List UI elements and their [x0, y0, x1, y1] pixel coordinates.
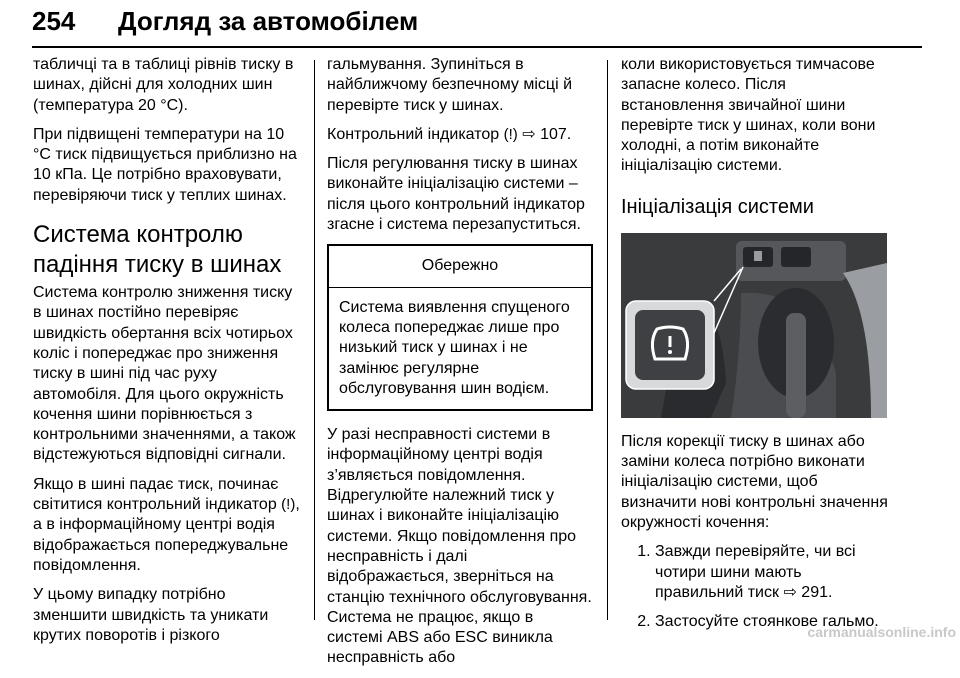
init-steps [621, 542, 889, 632]
page-number: 254 [32, 6, 76, 36]
section-heading: Система контролю падіння тиску в шинах [33, 221, 282, 279]
paragraph: табличці та в таблиці рівнів тиску в шинах, дійсні для холодних шин (температура 20 °C). [33, 56, 294, 114]
tpms-warning-icon: (!) [503, 125, 518, 143]
column-2 [327, 55, 593, 678]
page-title: Догляд за автомобілем [118, 6, 419, 36]
page-ref-icon: ⇨ [783, 583, 797, 601]
paragraph: гальмування. Зупиніться в найближчому безпечному місці й перевірте тиск у шинах. [327, 56, 573, 114]
paragraph: При підвищені температури на 10 °C тиск підвищується приблизно на 10 кПа. Це потрібно враховувати, перевіряючи тиск у теплих шинах. [33, 125, 297, 204]
paragraph: коли використовується тимчасове запасне колесо. Після встановлення звичайної шини перевірте тиск у шинах, коли вони холодні, а потім виконайте ініціалізацію системи. [621, 56, 876, 175]
column-1 [33, 55, 303, 655]
paragraph: Система контролю зниження тиску в шинах постійно перевіряє швидкість обертання всіх чотирьох коліс і попереджає про зниження тиску в шині під час руху автомобіля. Для цього окружність кочення шини порівнюється з контрольними значеннями, а також відстежуються відповідні сигнали. [33, 284, 296, 464]
caution-box [327, 244, 593, 411]
paragraph: У разі несправності системи в інформаційному центрі водія з’являється повідомлення. Відрегулюйте належний тиск у шинах і виконайте ініціалізацію системи. Якщо повідомлення про несправність і далі відображається, зверніться на станцію технічного обслуговування. Система не працює, якщо в системі ABS або ESC виникла несправність або [327, 426, 592, 667]
paragraph: Після регулювання тиску в шинах виконайте ініціалізацію системи – після цього контрольний індикатор згасне і система перезапуститься. [327, 155, 585, 234]
list-item: 1. Завжди перевіряйте, чи всі чотири шини мають правильний тиск ⇨ 291. [655, 542, 889, 603]
column-3 [621, 55, 889, 641]
paragraph: Після корекції тиску в шинах або заміни колеса потрібно виконати ініціалізацію системи, щоб визначити нові контрольні значення окружності кочення: [621, 432, 888, 531]
paragraph: У цьому випадку потрібно зменшити швидкість та уникати крутих поворотів і різкого [33, 586, 269, 644]
list-item: 2. Застосуйте стоянкове гальмо. [655, 612, 889, 632]
column-divider [607, 60, 608, 620]
caution-text: Система виявлення спущеного колеса попереджає лише про низький тиск у шинах і не замінює регулярне обслуговування шин водієм. [339, 298, 570, 397]
section-heading: Ініціалізація системи [621, 195, 814, 218]
page-ref-icon: ⇨ [522, 125, 536, 143]
paragraph: Контрольний індикатор (!) ⇨ 107. [327, 125, 572, 143]
console-illustration [621, 233, 887, 418]
watermark: carmanualsonline.info [807, 624, 956, 640]
tpms-warning-icon: (!) [281, 496, 296, 514]
header-rule [32, 46, 922, 48]
caution-title: Обережно [329, 246, 591, 287]
page-header [32, 2, 922, 46]
column-divider [314, 60, 315, 620]
tpms-button-photo [621, 233, 887, 418]
paragraph: Якщо в шині падає тиск, починає світитися контрольний індикатор (!), а в інформаційному центрі водія відображається попереджувальне повідомлення. [33, 475, 300, 574]
